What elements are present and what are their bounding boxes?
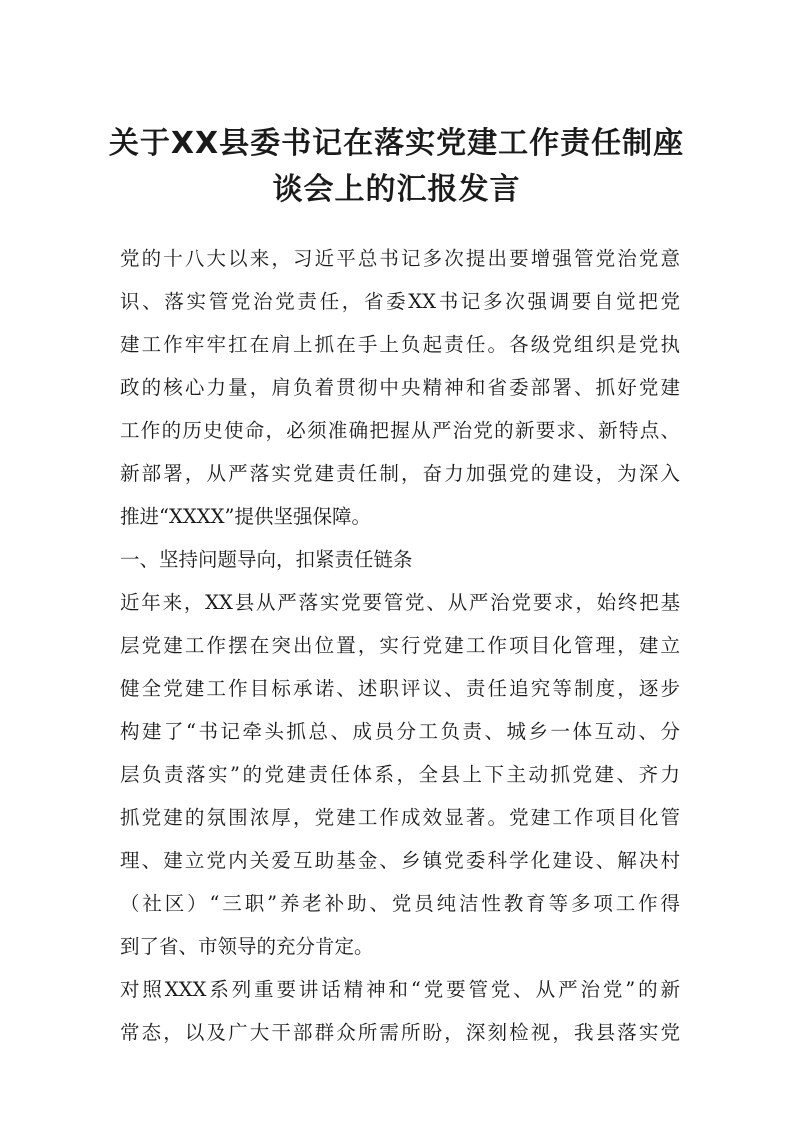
body-line-10: 层党建工作摆在突出位置，实行党建工作项目化管理，建立 (120, 634, 680, 657)
document-title-line-2: 谈会上的汇报发言 (272, 172, 521, 207)
section-heading-1: 一、坚持问题导向，扣紧责任链条 (120, 548, 413, 571)
body-line-6: 新部署，从严落实党建责任制，奋力加强党的建设，为深入 (120, 462, 680, 485)
body-line-12: 构建了“书记牵头抓总、成员分工负责、城乡一体互动、分 (120, 720, 680, 743)
body-line-1: 党的十八大以来，习近平总书记多次提出要增强管党治党意 (120, 247, 680, 270)
body-line-18: 对照XXX系列重要讲话精神和“党要管党、从严治党”的新 (120, 978, 680, 1001)
body-line-2: 识、落实管党治党责任，省委XX书记多次强调要自觉把党 (120, 290, 680, 313)
body-line-9: 近年来，XX县从严落实党要管党、从严治党要求，始终把基 (120, 591, 680, 614)
body-line-15: 理、建立党内关爱互助基金、乡镇党委科学化建设、解决村 (120, 849, 680, 872)
body-line-7: 推进“XXXX”提供坚强保障。 (120, 505, 371, 528)
body-line-17: 到了省、市领导的充分肯定。 (120, 935, 374, 958)
body-line-5: 工作的历史使命，必须准确把握从严治党的新要求、新特点、 (120, 419, 680, 442)
body-line-14: 抓党建的氛围浓厚，党建工作成效显著。党建工作项目化管 (120, 806, 680, 829)
body-line-11: 健全党建工作目标承诺、述职评议、责任追究等制度，逐步 (120, 677, 680, 700)
document-title-line-1: 关于XX县委书记在落实党建工作责任制座 (108, 126, 685, 161)
body-line-16: （社区）“三职”养老补助、党员纯洁性教育等多项工作得 (120, 892, 680, 915)
body-line-4: 政的核心力量，肩负着贯彻中央精神和省委部署、抓好党建 (120, 376, 680, 399)
body-line-19: 常态，以及广大干部群众所需所盼，深刻检视，我县落实党 (120, 1021, 680, 1044)
body-line-13: 层负责落实”的党建责任体系，全县上下主动抓党建、齐力 (120, 763, 680, 786)
body-line-3: 建工作牢牢扛在肩上抓在手上负起责任。各级党组织是党执 (120, 333, 680, 356)
